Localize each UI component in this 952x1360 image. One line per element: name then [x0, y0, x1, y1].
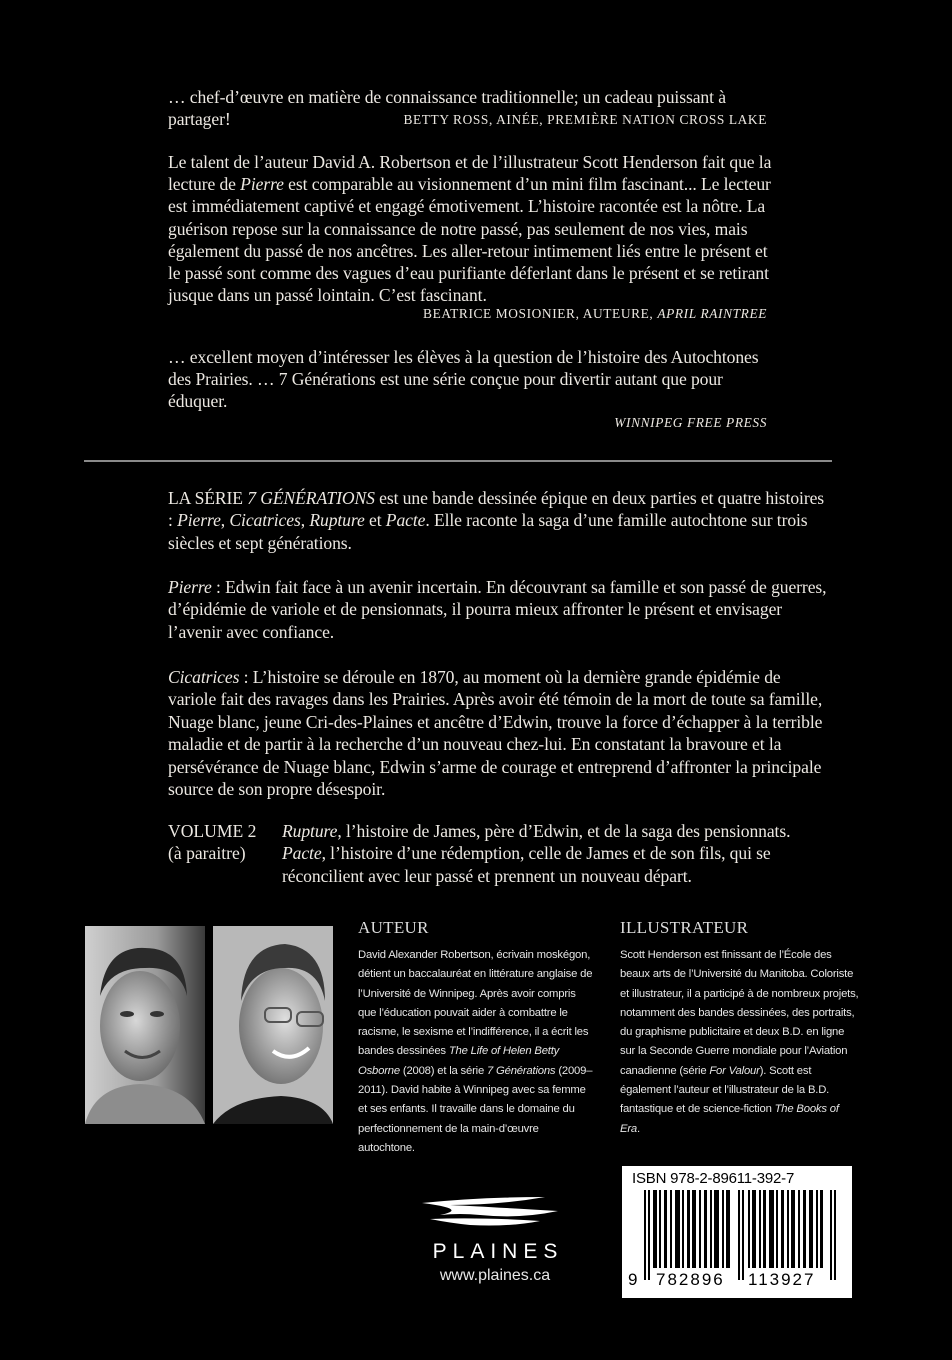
isbn-first-digit: 9 [628, 1270, 638, 1289]
illustrator-bio-b: ). Scott est également l’auteur et l’illustrateur de la B.D. fantastique et de science-fiction [620, 1064, 830, 1116]
volume-2-books [282, 820, 842, 887]
rupture-text: , l’histoire de James, père d’Edwin, et de la saga des pensionnats. [337, 821, 791, 841]
isbn-right-digits: 113927 [748, 1270, 816, 1289]
quote-2 [168, 151, 773, 306]
quote-3 [168, 346, 773, 413]
barcode-icon [644, 1190, 840, 1280]
volume-number: VOLUME 2 [168, 821, 257, 841]
author-bio [358, 946, 594, 1158]
quote-2-attribution-work: APRIL RAINTREE [657, 306, 767, 321]
author-work-1: The Life of Helen Betty Osborne [358, 1045, 560, 1077]
pierre-title: Pierre [168, 577, 212, 597]
author-photo [85, 926, 205, 1124]
publisher-url[interactable]: www.plaines.ca [439, 1267, 551, 1284]
isbn-left-digits: 782896 [656, 1270, 725, 1289]
rupture-title: Rupture [282, 821, 338, 841]
book-pacte: Pacte [385, 510, 426, 531]
quote-3-attribution [614, 415, 767, 431]
book-rupture: Rupture [309, 510, 365, 531]
series-intro-mid: est une bande dessinée épique en deux parties et quatre histoires : [168, 488, 825, 531]
volume-status: (à paraitre) [168, 843, 246, 864]
illustrator-work-1: For Valour [709, 1064, 760, 1077]
cicatrices-text: : L’histoire se déroule en 1870, au moment où la dernière grande épidémie de variole fait des ravages dans les Prairies. Après avoir été témoin de la mort de toute sa famille, Nuage blanc, jeune Cri-des-Plaines et ancêtre d’Edwin, trouve la force d’échapper à la terrible maladie et de partir à la recherche d’un nouveau chez-lui. En constatant la bravoure et la persévérance de Nuage blanc, Edwin s’arme de courage et entreprend d’affronter la principale source de son propre désespoir. [168, 667, 823, 800]
pacte-title: Pacte [282, 843, 322, 864]
quote-1-text: … chef-d’œuvre en matière de connaissance traditionnelle; un cadeau puissant à partager! [168, 87, 726, 130]
illustrator-heading: ILLUSTRATEUR [620, 918, 749, 937]
quote-1-attribution: BETTY ROSS, AINÉE, PREMIÈRE NATION CROSS LAKE [403, 112, 767, 127]
rupture-line [282, 820, 842, 842]
quote-2-text-b: est comparable au visionnement d’un mini film fascinant... Le lecteur est immédiatement captivé et engagé émotivement. L’histoire racontée est la nôtre. La guérison repose sur la connaissance de notre passé, pas seulement de nos vies, mais également du passé de nos ancêtres. Les aller-retour intimement liés entre le présent et le passé sont comme des vagues d’eau purifiante déferlant dans le présent et se retirant jusque dans un passé lointain. C’est fascinant. [168, 174, 771, 306]
illustrator-bio-a: Scott Henderson est finissant de l’École des beaux arts de l’Université du Manitoba. Coloriste et illustrateur, il a participé à de nombreux projets, notamment des bandes dessinées, des portraits, du graphisme publicitaire et deux B.D. en ligne sur la Seconde Guerre mondiale pour l’Aviation canadienne (série [620, 949, 859, 1077]
illustrator-photo [213, 926, 333, 1124]
series-pierre [168, 576, 828, 643]
series-intro-end: . Elle raconte la saga d’une famille autochtone sur trois siècles et sept générations. [168, 510, 808, 553]
pierre-text: : Edwin fait face à un avenir incertain. En découvrant sa famille et son passé de guerres, d’épidémie de variole et de pensionnats, il pourra mieux affronter le présent et envisager l’avenir avec confiance. [168, 577, 827, 642]
section-divider [84, 460, 832, 462]
author-bio-a: David Alexander Robertson, écrivain moskégon, détient un baccalauréat en littérature anglaise de l’Université de Winnipeg. Après avoir compris que l’éducation pouvait aider à combattre le racisme, le sexisme et l’indifférence, il a écrit les bandes dessinées [358, 949, 593, 1058]
quote-2-book-title: Pierre [240, 174, 284, 195]
illustrator-bio [620, 946, 860, 1139]
pacte-line [282, 842, 842, 887]
author-work-2: 7 Générations [487, 1064, 556, 1077]
publisher-name: PLAINES [432, 1240, 564, 1263]
quote-2-attribution-author: BEATRICE MOSIONIER, AUTEURE, [423, 306, 658, 321]
isbn-label: ISBN 978-2-89611-392-7 [632, 1170, 795, 1187]
cicatrices-title: Cicatrices [168, 667, 240, 687]
author-bio-c: (2009–2011). David habite à Winnipeg avec sa femme et ses enfants. Il travaille dans le domaine du perfectionnement de la main-d’œuvre autochtone. [358, 1064, 593, 1154]
series-intro-lead: LA SÉRIE [168, 488, 248, 508]
illustrator-bio-c: . [636, 1122, 640, 1135]
quote-3-attribution-work: WINNIPEG FREE PRESS [614, 415, 767, 430]
book-pierre: Pierre [177, 510, 221, 531]
publisher-logo [420, 1195, 570, 1285]
author-bio-b: (2008) et la série [399, 1064, 487, 1077]
series-title: 7 GÉNÉRATIONS [247, 488, 375, 508]
series-intro: LA SÉRIE 7 GÉNÉRATIONS est une bande dessinée épique en deux parties et quatre histoires : Pierre, Cicatrices, Rupture et Pacte. Elle raconte la saga d’une famille autochtone sur trois siècles et sept générations. [168, 488, 825, 553]
author-heading: AUTEUR [358, 918, 429, 937]
volume-label [168, 820, 256, 865]
quote-2-text-a: Le talent de l’auteur David A. Robertson et de l’illustrateur Scott Henderson fait que la lecture de [168, 152, 772, 195]
book-cicatrices: Cicatrices [229, 510, 301, 531]
pacte-text: , l’histoire d’une rédemption, celle de James et de son fils, qui se réconcilient avec leur passé et prennent un nouveau départ. [282, 843, 771, 886]
plaines-wave-icon [420, 1195, 570, 1235]
quote-2-attribution [423, 306, 767, 322]
quote-3-text: … excellent moyen d’intéresser les élèves à la question de l’histoire des Autochtones des Prairies. … 7 Générations est une série conçue pour divertir autant que pour éduquer. [168, 347, 759, 412]
isbn-barcode [622, 1166, 852, 1298]
illustrator-work-2: The Books of Era [620, 1103, 839, 1135]
series-cicatrices [168, 666, 833, 800]
